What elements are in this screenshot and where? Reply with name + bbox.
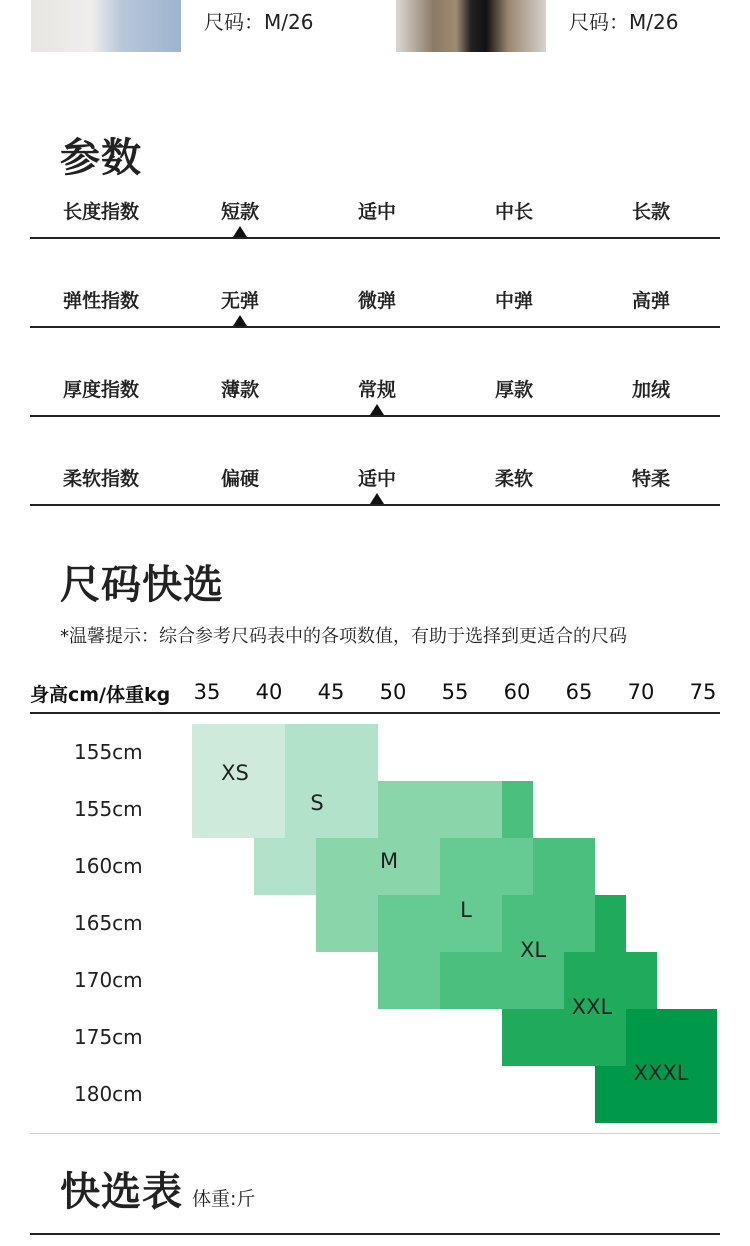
weight-header-cell: 60	[503, 680, 531, 704]
product-size-text-1: 尺码：M/26	[204, 10, 314, 34]
size-tip-text: *温馨提示：综合参考尺码表中的各项数值，有助于选择到更适合的尺码	[60, 626, 627, 647]
size-select-title: 尺码快选	[60, 562, 224, 608]
param-row	[30, 150, 720, 239]
height-label: 165cm	[74, 911, 143, 935]
param-option: 加绒	[631, 379, 671, 401]
param-option: 长款	[631, 201, 671, 223]
size-label-xs: XS	[221, 761, 249, 785]
size-label-m: M	[379, 849, 399, 873]
weight-header-cell: 40	[255, 680, 283, 704]
param-option: 柔软	[494, 468, 534, 490]
weight-header-cell: 75	[689, 680, 717, 704]
product-thumbnail-1[interactable]	[31, 0, 181, 52]
size-grid-divider	[30, 1133, 720, 1134]
size-label-s: S	[310, 791, 324, 815]
height-label: 160cm	[74, 854, 143, 878]
param-option: 中弹	[494, 290, 534, 312]
param-option: 薄款	[220, 379, 260, 401]
size-block-xxl[interactable]	[595, 895, 626, 952]
param-option: 无弹	[220, 290, 260, 312]
param-option: 偏硬	[220, 468, 260, 490]
param-selected-marker	[370, 404, 384, 415]
weight-header-cell: 55	[441, 680, 469, 704]
quick-table-title: 快选表	[60, 1169, 183, 1215]
size-block-s[interactable]	[254, 838, 316, 895]
param-option: 厚款	[494, 379, 534, 401]
weight-header-cell: 65	[565, 680, 593, 704]
weight-header-cell: 45	[317, 680, 345, 704]
param-option: 微弹	[357, 290, 397, 312]
quick-table-divider	[30, 1233, 720, 1235]
header-divider	[30, 712, 720, 714]
size-block-s[interactable]	[285, 724, 378, 838]
param-row-label: 弹性指数	[62, 290, 140, 312]
size-block-m[interactable]	[378, 781, 502, 838]
height-label: 180cm	[74, 1082, 143, 1106]
product-size-text-2: 尺码：M/26	[569, 10, 679, 34]
param-option: 特柔	[631, 468, 671, 490]
weight-header-cell: 50	[379, 680, 407, 704]
size-label-l: L	[460, 898, 472, 922]
param-option: 短款	[220, 201, 260, 223]
param-selected-marker	[233, 315, 247, 326]
params-title: 参数	[60, 135, 142, 181]
param-option: 高弹	[631, 290, 671, 312]
height-label: 170cm	[74, 968, 143, 992]
size-block-xxxl[interactable]	[595, 1066, 626, 1123]
param-row-label: 长度指数	[62, 201, 140, 223]
size-block-xl[interactable]	[502, 895, 595, 952]
size-label-xxxl: XXXL	[633, 1061, 689, 1085]
param-row	[30, 328, 720, 417]
weight-header-cell: 70	[627, 680, 655, 704]
param-option: 中长	[494, 201, 534, 223]
product-thumbnail-2[interactable]	[396, 0, 546, 52]
weight-header-cell: 35	[193, 680, 221, 704]
param-selected-marker	[233, 226, 247, 237]
height-label: 175cm	[74, 1025, 143, 1049]
size-block-xl[interactable]	[533, 838, 595, 895]
param-option: 常规	[357, 379, 397, 401]
param-option: 适中	[357, 201, 397, 223]
size-label-xl: XL	[519, 938, 547, 962]
size-block-xl[interactable]	[502, 781, 533, 838]
height-label: 155cm	[74, 797, 143, 821]
param-row	[30, 417, 720, 506]
param-option: 适中	[357, 468, 397, 490]
param-row	[30, 239, 720, 328]
param-row-label: 厚度指数	[62, 379, 140, 401]
param-row-label: 柔软指数	[62, 468, 140, 490]
size-grid-header-label: 身高cm/体重kg	[30, 684, 171, 706]
height-label: 155cm	[74, 740, 143, 764]
param-row-divider	[30, 504, 720, 506]
param-selected-marker	[370, 493, 384, 504]
size-label-xxl: XXL	[571, 995, 613, 1019]
quick-table-unit-note: 体重:斤	[192, 1188, 256, 1210]
size-block-l[interactable]	[440, 838, 533, 895]
